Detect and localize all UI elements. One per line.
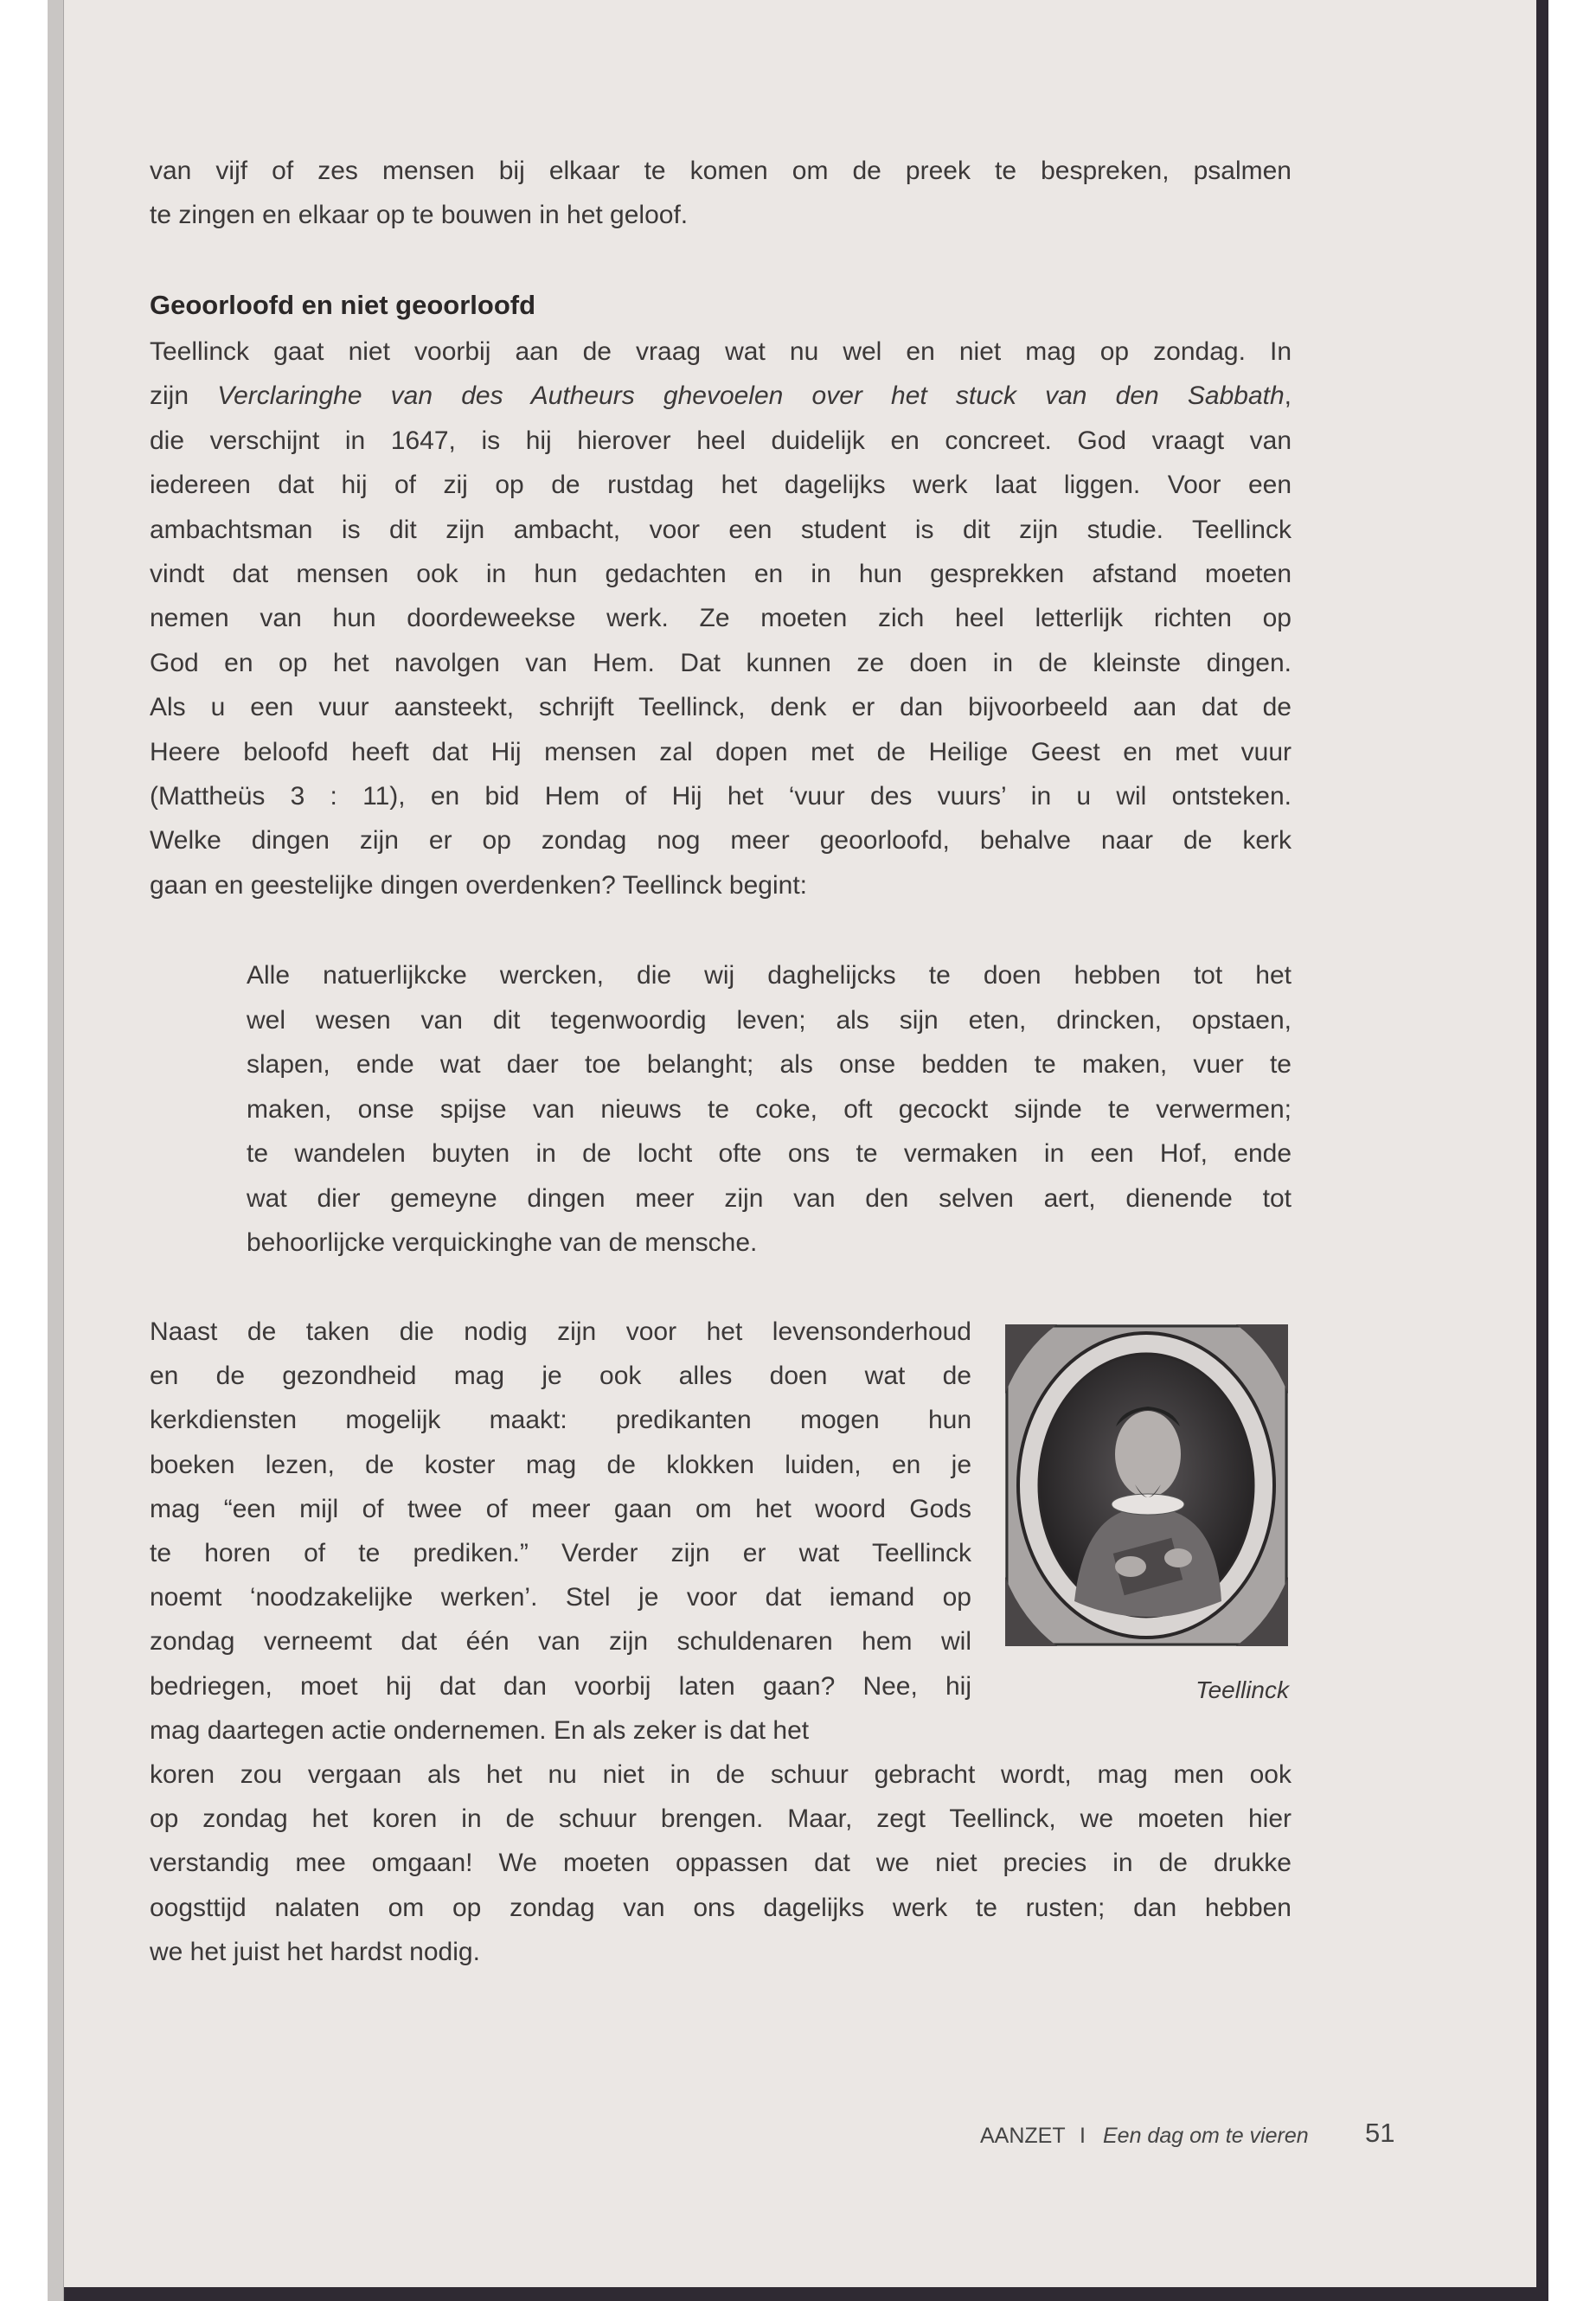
text-line: slapen, ende wat daer toe belanght; als onse bedden te maken, vuer te [247,1050,1292,1079]
text-line: Heere beloofd heeft dat Hij mensen zal dopen met de Heilige Geest en met vuur [150,737,1292,766]
book-title: Verclaringhe van des Autheurs ghevoelen over het stuck van den Sabbath [217,381,1285,411]
text-line: wat dier gemeyne dingen meer zijn van den selven aert, dienende tot [247,1183,1292,1213]
text-line: verstandig mee omgaan! We moeten oppassen dat we niet precies in de drukke [150,1849,1292,1878]
text-line: nemen van hun doordeweekse werk. Ze moeten zich heel letterlijk richten op [150,604,1292,633]
text-line: op zondag het koren in de schuur brengen. Maar, zegt Teellinck, we moeten hier [150,1804,1292,1834]
text-line: ambachtsman is dit zijn ambacht, voor een student is dit zijn studie. Teellinck [150,515,1292,544]
text-line: die verschijnt in 1647, is hij hierover heel duidelijk en concreet. God vraagt van [150,426,1292,455]
text-line: bedriegen, moet hij dat dan voorbij laten gaan? Nee, hij [150,1671,971,1701]
text-line: boeken lezen, de koster mag de klokken luiden, en je [150,1450,971,1479]
portrait-caption: Teellinck [1195,1676,1289,1703]
text-line: Naast de taken die nodig zijn voor het levensonderhoud [150,1317,971,1346]
text-line: behoorlijcke verquickinghe van de mensche. [247,1228,758,1257]
book-spine-edge [48,0,66,2301]
text-line: te zingen en elkaar op te bouwen in het geloof. [150,201,689,229]
text-line: God en op het navolgen van Hem. Dat kunnen ze doen in de kleinste dingen. [150,648,1292,677]
text-line: van vijf of zes mensen bij elkaar te komen om de preek te bespreken, psalmen [150,157,1292,185]
text-line: zondag verneemt dat één van zijn schuldenaren hem wil [150,1627,971,1657]
teellinck-portrait-engraving [1005,1324,1288,1646]
page-bottom-border [64,2287,1548,2301]
text-line: mag daartegen actie ondernemen. En als zeker is dat het [150,1715,810,1745]
running-footer-series: AANZET [980,2124,1066,2148]
body-line-with-title [150,379,1292,413]
line-prefix: zijn [150,381,218,411]
text-line: mag “een mijl of twee of meer gaan om het woord Gods [150,1494,971,1523]
text-line: koren zou vergaan als het nu niet in de schuur gebracht wordt, mag men ook [150,1760,1292,1789]
page-right-border [1536,0,1548,2292]
line-suffix: , [1284,381,1292,411]
text-line: maken, onse spijse van nieuws te coke, oft gecockt sijnde te verwermen; [247,1094,1292,1124]
text-line: oogsttijd nalaten om op zondag van ons dagelijks werk te rusten; dan hebben [150,1893,1292,1922]
text-line: Alle natuerlijkcke wercken, die wij daghelijcks te doen hebben tot het [247,961,1292,990]
text-line: en de gezondheid mag je ook alles doen wat de [150,1362,971,1391]
running-footer-chapter: Een dag om te vieren [1103,2124,1309,2148]
page-number: 51 [1365,2118,1395,2148]
text-line: iedereen dat hij of zij op de rustdag het dagelijks werk laat liggen. Voor een [150,471,1292,500]
section-heading: Geoorloofd en niet geoorloofd [150,290,536,320]
text-line: noemt ‘noodzakelijke werken’. Stel je voor dat iemand op [150,1583,971,1612]
text-line: te wandelen buyten in de locht ofte ons te vermaken in een Hof, ende [247,1139,1292,1168]
text-line: kerkdiensten mogelijk maakt: predikanten mogen hun [150,1406,971,1435]
text-line: vindt dat mensen ook in hun gedachten en in hun gesprekken afstand moeten [150,560,1292,588]
text-line: Teellinck gaat niet voorbij aan de vraag wat nu wel en niet mag op zondag. In [150,337,1292,366]
text-line: gaan en geestelijke dingen overdenken? Teellinck begint: [150,870,808,900]
text-line: wel wesen van dit tegenwoordig leven; als sijn eten, drincken, opstaen, [247,1005,1292,1035]
text-line: Als u een vuur aansteekt, schrijft Teellinck, denk er dan bijvoorbeeld aan dat de [150,693,1292,722]
text-line: (Mattheüs 3 : 11), en bid Hem of Hij het ‘vuur des vuurs’ in u wil ontsteken. [150,782,1292,811]
text-line: te horen of te prediken.” Verder zijn er wat Teellinck [150,1539,971,1567]
running-footer-separator: I [1080,2124,1086,2148]
text-line: Welke dingen zijn er op zondag nog meer geoorloofd, behalve naar de kerk [150,826,1292,856]
text-line: we het juist het hardst nodig. [150,1937,480,1966]
